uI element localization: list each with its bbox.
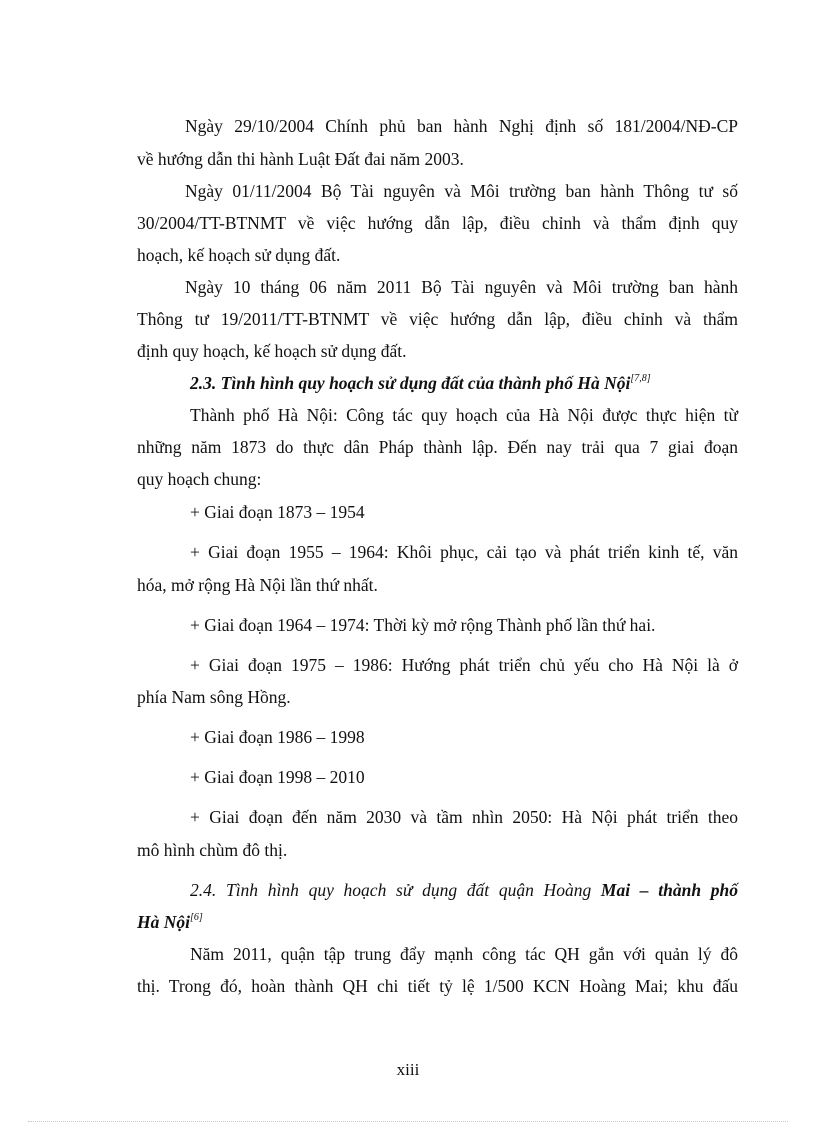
list-item: + Giai đoạn 1998 – 2010 xyxy=(190,767,365,787)
paragraph-line: những năm 1873 do thực dân Pháp thành lập. Đến nay trải qua 7 giai đoạn xyxy=(137,437,738,457)
heading-text: 2.4. Tình hình quy hoạch sử dụng đất quận Hoàng xyxy=(190,880,601,900)
paragraph-line: thị. Trong đó, hoàn thành QH chi tiết tỷ lệ 1/500 KCN Hoàng Mai; khu đấu xyxy=(137,976,738,996)
paragraph-line: quy hoạch chung: xyxy=(137,469,262,489)
list-item: + Giai đoạn 1873 – 1954 xyxy=(190,502,365,522)
page-number: xiii xyxy=(396,1060,420,1079)
list-item: + Giai đoạn 1986 – 1998 xyxy=(190,727,365,747)
paragraph-line: Ngày 29/10/2004 Chính phủ ban hành Nghị định số 181/2004/NĐ-CP xyxy=(185,116,738,136)
paragraph-line: Ngày 01/11/2004 Bộ Tài nguyên và Môi trường ban hành Thông tư số xyxy=(185,181,738,201)
list-item: + Giai đoạn 1975 – 1986: Hướng phát triển chủ yếu cho Hà Nội là ở xyxy=(190,655,738,675)
list-item: + Giai đoạn 1964 – 1974: Thời kỳ mở rộng Thành phố lần thứ hai. xyxy=(190,615,656,635)
list-item: + Giai đoạn 1955 – 1964: Khôi phục, cải tạo và phát triển kinh tế, văn xyxy=(190,542,738,562)
list-item-continuation: hóa, mở rộng Hà Nội lần thứ nhất. xyxy=(137,575,378,595)
paragraph-line: 30/2004/TT-BTNMT về việc hướng dẫn lập, điều chỉnh và thẩm định quy xyxy=(137,213,738,233)
paragraph-line: Năm 2011, quận tập trung đẩy mạnh công tác QH gắn với quản lý đô xyxy=(190,944,738,964)
list-item-continuation: phía Nam sông Hồng. xyxy=(137,687,291,707)
paragraph-line: Thông tư 19/2011/TT-BTNMT về việc hướng dẫn lập, điều chỉnh và thẩm xyxy=(137,309,738,329)
page-bottom-divider xyxy=(28,1121,788,1122)
paragraph-line: định quy hoạch, kế hoạch sử dụng đất. xyxy=(137,341,407,361)
paragraph-line: về hướng dẫn thi hành Luật Đất đai năm 2003. xyxy=(137,149,464,169)
citation-ref: [6] xyxy=(190,912,203,923)
list-item: + Giai đoạn đến năm 2030 và tầm nhìn 2050: Hà Nội phát triển theo xyxy=(190,807,738,827)
heading-text-bold: Mai – thành phố xyxy=(600,880,738,900)
section-heading-2-3 xyxy=(190,372,738,394)
heading-text: 2.3. Tình hình quy hoạch sử dụng đất của thành phố Hà Nội xyxy=(190,373,631,393)
list-item-continuation: mô hình chùm đô thị. xyxy=(137,840,288,860)
section-heading-2-4-continuation xyxy=(137,911,738,933)
paragraph-line: Ngày 10 tháng 06 năm 2011 Bộ Tài nguyên và Môi trường ban hành xyxy=(185,277,738,297)
section-heading-2-4 xyxy=(190,879,738,901)
heading-text: Hà Nội xyxy=(137,912,190,932)
paragraph-line: Thành phố Hà Nội: Công tác quy hoạch của Hà Nội được thực hiện từ xyxy=(190,405,738,425)
citation-ref: [7,8] xyxy=(630,373,651,384)
paragraph-line: hoạch, kế hoạch sử dụng đất. xyxy=(137,245,341,265)
